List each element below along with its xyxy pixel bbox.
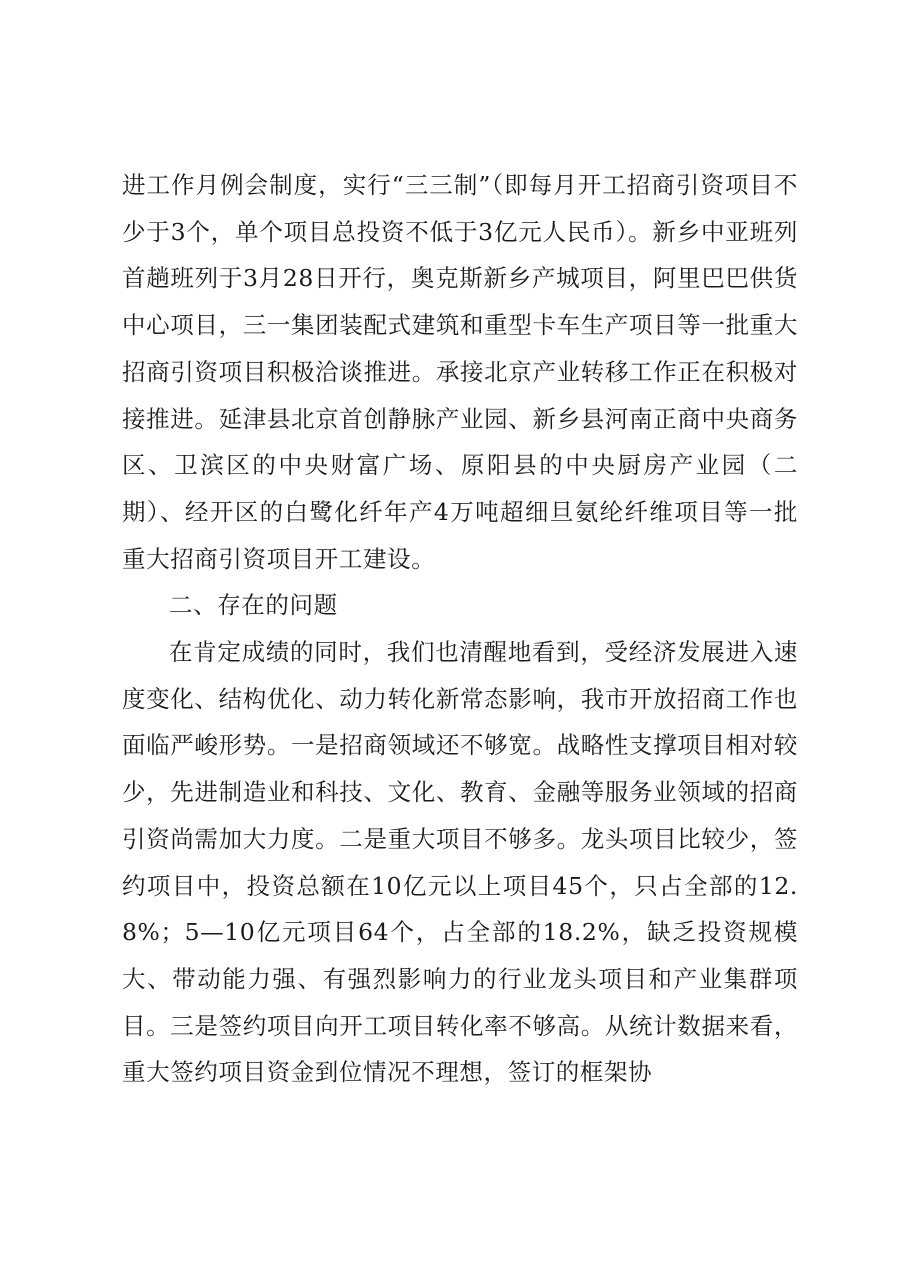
document-body: [122, 162, 798, 1096]
body-paragraph: 在肯定成绩的同时，我们也清醒地看到，受经济发展进入速度变化、结构优化、动力转化新常态影响，我市开放招商工作也面临严峻形势。一是招商领域还不够宽。战略性支撑项目相对较少，先进制造业和科技、文化、教育、金融等服务业领域的招商引资尚需加大力度。二是重大项目不够多。龙头项目比较少，签约项目中，投资总额在10亿元以上项目45个，只占全部的12.8%；5—10亿元项目64个，占全部的18.2%，缺乏投资规模大、带动能力强、有强烈影响力的行业龙头项目和产业集群项目。三是签约项目向开工项目转化率不够高。从统计数据来看，重大签约项目资金到位情况不理想，签订的框架协: [122, 638, 798, 1087]
section-heading: 二、存在的问题: [169, 591, 338, 620]
body-paragraph: 进工作月例会制度，实行“三三制”（即每月开工招商引资项目不少于3个，单个项目总投资不低于3亿元人民币）。新乡中亚班列首趟班列于3月28日开行，奥克斯新乡产城项目，阿里巴巴供货中心项目，三一集团装配式建筑和重型卡车生产项目等一批重大招商引资项目积极洽谈推进。承接北京产业转移工作正在积极对接推进。延津县北京首创静脉产业园、新乡县河南正商中央商务区、卫滨区的中央财富广场、原阳县的中央厨房产业园（二期）、经开区的白鹭化纤年产4万吨超细旦氨纶纤维项目等一批重大招商引资项目开工建设。: [122, 171, 798, 573]
